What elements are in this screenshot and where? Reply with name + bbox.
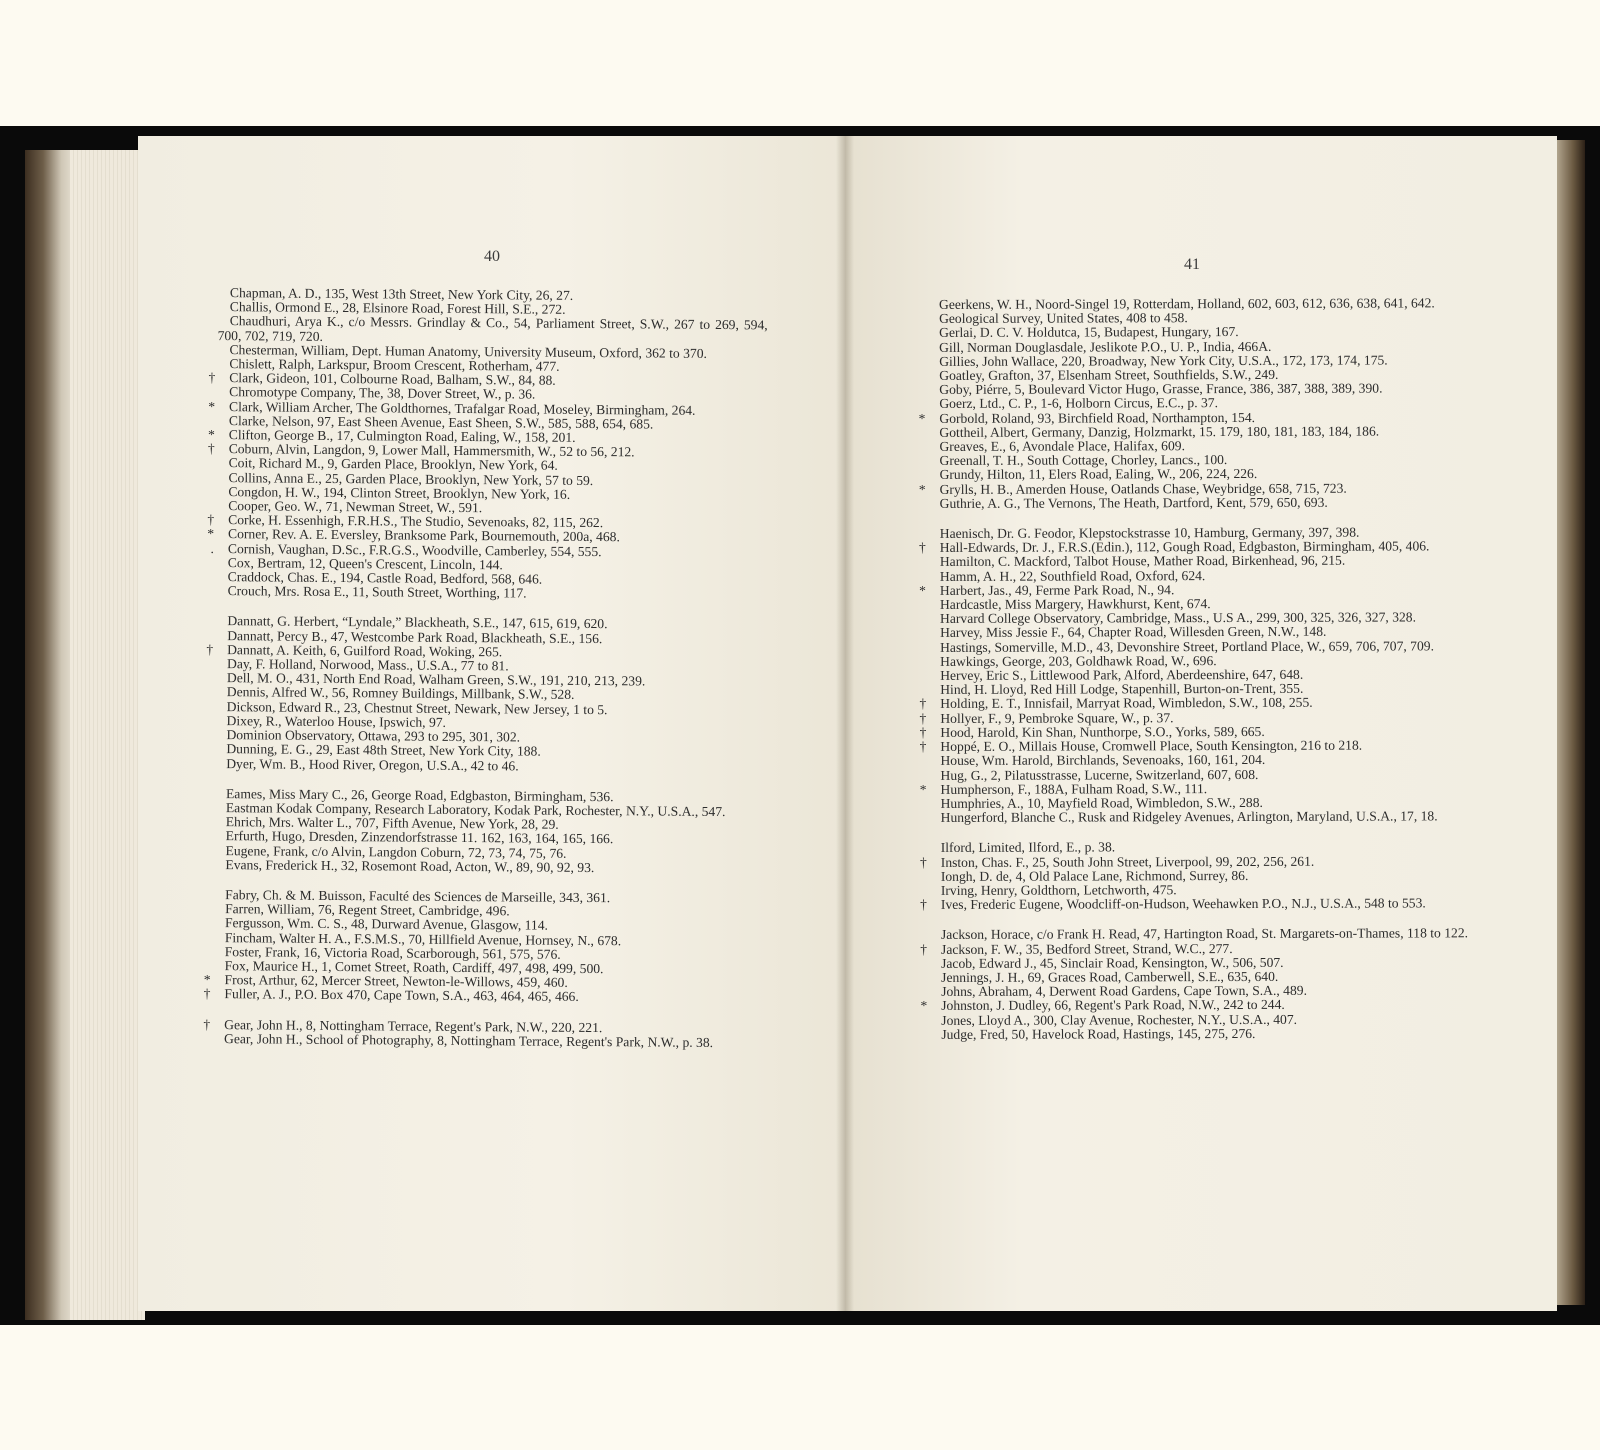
page-number-left: 40 (484, 248, 500, 265)
entry-mark: † (203, 986, 211, 1002)
index-entry (918, 495, 1473, 511)
entry-text: Cornish, Vaughan, D.Sc., F.R.G.S., Woodville, Camberley, 554, 555. (227, 540, 602, 559)
entry-text: Collins, Anna E., 25, Garden Place, Brooklyn, New York, 57 to 59. (228, 469, 594, 488)
entry-text: Crouch, Mrs. Rosa E., 11, South Street, Worthing, 117. (227, 583, 527, 601)
entry-text: Goby, Piérre, 5, Boulevard Victor Hugo, Grasse, France, 386, 387, 388, 389, 390. (939, 380, 1383, 398)
entry-text: Goatley, Grafton, 37, Elsenham Street, Southfields, S.W., 249. (939, 366, 1279, 383)
entry-text: Harvey, Miss Jessie F., 64, Chapter Road, Willesden Green, N.W., 148. (940, 624, 1327, 641)
entry-text: Day, F. Holland, Norwood, Mass., U.S.A., 77 to 81. (226, 656, 509, 674)
entry-text: Fincham, Walter H. A., F.S.M.S., 70, Hillfield Avenue, Hornsey, N., 678. (224, 929, 622, 948)
entry-text: Corke, H. Essenhigh, F.R.H.S., The Studio, Sevenoaks, 82, 115, 262. (228, 512, 604, 531)
entry-text: Greenall, T. H., South Cottage, Chorley, Lancs., 100. (939, 452, 1228, 469)
entry-mark: † (919, 724, 927, 740)
entry-text: Hollyer, F., 9, Pembroke Square, W., p. 37. (940, 709, 1174, 726)
entry-text: Grundy, Hilton, 11, Elers Road, Ealing, W., 206, 224, 226. (939, 466, 1258, 483)
entry-text: Dunning, E. G., 29, East 48th Street, New York City, 188. (226, 741, 541, 759)
entry-text: Harvard College Observatory, Cambridge, Mass., U.S A., 299, 300, 325, 326, 327, 328. (939, 609, 1417, 627)
entry-text: Evans, Frederick H., 32, Rosemont Road, Acton, W., 89, 90, 92, 93. (225, 856, 595, 875)
entry-text: Coit, Richard M., 9, Garden Place, Brooklyn, New York, 64. (228, 455, 558, 474)
entry-text: Gear, John H., 8, Nottingham Terrace, Regent's Park, N.W., 220, 221. (224, 1016, 603, 1035)
entry-text: Dickson, Edward R., 23, Chestnut Street, Newark, New Jersey, 1 to 5. (226, 698, 608, 717)
entry-mark: * (207, 526, 215, 542)
entry-text: Hungerford, Blanche C., Rusk and Ridgeley Avenues, Arlington, Maryland, U.S.A., 17, 18. (940, 808, 1438, 826)
entry-mark: * (208, 398, 216, 414)
entry-text: Dominion Observatory, Ottawa, 293 to 295, 301, 302. (226, 727, 521, 745)
entry-mark: † (203, 1016, 211, 1032)
entry-mark: † (207, 512, 215, 528)
entry-text: Jennings, J. H., 69, Graces Road, Camberwell, S.E., 635, 640. (941, 968, 1279, 985)
entry-text: Harbert, Jas., 49, Ferme Park Road, N., 94. (939, 582, 1175, 598)
entry-text: Chislett, Ralph, Larkspur, Broom Crescent, Rotherham, 477. (229, 356, 560, 374)
entry-text: Humpherson, F., 188A, Fulham Road, S.W., 111. (940, 780, 1208, 797)
entry-text: Eugene, Frank, c/o Alvin, Langdon Coburn, 72, 73, 74, 75, 76. (225, 842, 567, 861)
entry-mark: † (919, 696, 927, 712)
index-list-left (202, 286, 768, 1050)
index-entry (919, 809, 1474, 825)
entry-text: Hall-Edwards, Dr. J., F.R.S.(Edin.), 112, Gough Road, Edgbaston, Birmingham, 405, 406. (939, 538, 1430, 556)
page-number-right: 41 (1184, 256, 1200, 273)
entry-mark: † (206, 641, 214, 657)
right-page (845, 136, 1557, 1311)
entry-text: Hind, H. Lloyd, Red Hill Lodge, Stapenhill, Burton-on-Trent, 355. (940, 681, 1304, 698)
entry-mark: † (920, 941, 928, 957)
left-page (138, 136, 845, 1311)
entry-text: Irving, Henry, Goldthorn, Letchworth, 475. (940, 882, 1177, 898)
entry-text: Inston, Chas. F., 25, South John Street, Liverpool, 99, 202, 256, 261. (940, 853, 1315, 870)
entry-text: Goerz, Ltd., C. P., 1-6, Holborn Circus, E.C., p. 37. (939, 395, 1219, 412)
entry-text: Dannatt, A. Keith, 6, Guilford Road, Woking, 265. (227, 642, 503, 660)
entry-text: Erfurth, Hugo, Dresden, Zinzendorfstrasse 11. 162, 163, 164, 165, 166. (225, 828, 614, 847)
entry-text: Jackson, F. W., 35, Bedford Street, Strand, W.C., 277. (941, 940, 1233, 957)
entry-text: Hardcastle, Miss Margery, Hawkhurst, Kent, 674. (939, 596, 1211, 612)
entry-text: Gillies, John Wallace, 220, Broadway, New York City, U.S.A., 172, 173, 174, 175. (939, 352, 1388, 369)
entry-text: Haenisch, Dr. G. Feodor, Klepstockstrasse 10, Hamburg, Germany, 397, 398. (939, 524, 1360, 541)
entry-text: Dyer, Wm. B., Hood River, Oregon, U.S.A., 42 to 46. (226, 755, 519, 773)
entry-text: Judge, Fred, 50, Havelock Road, Hastings, 145, 275, 276. (941, 1025, 1256, 1042)
entry-text: House, Wm. Harold, Birchlands, Sevenoaks, 160, 161, 204. (940, 752, 1266, 769)
entry-text: Craddock, Chas. E., 194, Castle Road, Bedford, 568, 646. (227, 569, 543, 587)
index-entry (919, 896, 1474, 912)
entry-text: Geological Survey, United States, 408 to 458. (939, 310, 1188, 327)
entry-text: Chromotype Company, The, 38, Dover Street, W., p. 36. (229, 384, 536, 402)
entry-mark: † (208, 370, 216, 386)
entry-text: Gear, John H., School of Photography, 8, Nottingham Terrace, Regent's Park, N.W., p. 38. (224, 1030, 714, 1050)
entry-mark: * (207, 427, 215, 443)
entry-mark: * (919, 582, 926, 598)
entry-text: Hervey, Eric S., Littlewood Park, Alford, Aberdeenshire, 647, 648. (940, 666, 1304, 684)
entry-text: Fergusson, Wm. C. S., 48, Durward Avenue, Glasgow, 114. (224, 915, 549, 934)
entry-text: Fox, Maurice H., 1, Comet Street, Roath, Cardiff, 497, 498, 499, 500. (224, 958, 604, 977)
entry-text: Guthrie, A. G., The Vernons, The Heath, Dartford, Kent, 579, 650, 693. (939, 494, 1328, 511)
entry-text: Hoppé, E. O., Millais House, Cromwell Place, South Kensington, 216 to 218. (940, 737, 1363, 755)
entry-mark: * (918, 410, 926, 426)
entry-text: Hawkings, George, 203, Goldhawk Road, W., 696. (940, 652, 1217, 669)
entry-text: Congdon, H. W., 194, Clinton Street, Brooklyn, New York, 16. (228, 484, 571, 502)
entry-text: Dixey, R., Waterloo House, Ipswich, 97. (226, 713, 447, 730)
entry-text: Clark, Gideon, 101, Colbourne Road, Balham, S.W., 84, 88. (229, 370, 556, 388)
entry-text: Clark, William Archer, The Goldthornes, Trafalgar Road, Moseley, Birmingham, 264. (228, 398, 696, 418)
entry-text: Challis, Ormond E., 28, Elsinore Road, Forest Hill, S.E., 272. (229, 299, 566, 318)
entry-text: Gill, Norman Douglasdale, Jeslikote P.O., U. P., India, 466A. (939, 338, 1272, 355)
entry-text: Dennis, Alfred W., 56, Romney Buildings, Millbank, S.W., 528. (226, 684, 575, 703)
page-stack-edge (70, 150, 145, 1320)
entry-text: Johnston, J. Dudley, 66, Regent's Park Road, N.W., 242 to 244. (941, 997, 1285, 1014)
entry-text: Farren, William, 76, Regent Street, Cambridge, 496. (225, 901, 510, 919)
entry-text: Fuller, A. J., P.O. Box 470, Cape Town, S.A., 463, 464, 465, 466. (224, 986, 579, 1005)
entry-text: Chesterman, William, Dept. Human Anatomy, University Museum, Oxford, 362 to 370. (229, 341, 707, 361)
entry-text: Hastings, Somerville, M.D., 43, Devonshire Street, Portland Place, W., 659, 706, 707, 709. (940, 638, 1434, 655)
entry-text: Chapman, A. D., 135, West 13th Street, New York City, 26, 27. (229, 285, 574, 303)
book-cover-edge-right (1555, 140, 1585, 1305)
entry-text: Chaudhuri, Arya K., c/o Messrs. Grindlay & Co., 54, Parliament Street, S.W., 267 to 269, 594, 700, 702, 719, 720. (217, 313, 768, 344)
entry-text: Cox, Bertram, 12, Queen's Crescent, Lincoln, 144. (227, 555, 503, 573)
entry-text: Clarke, Nelson, 97, East Sheen Avenue, East Sheen, S.W., 585, 588, 654, 685. (228, 412, 654, 432)
entry-mark: * (920, 998, 928, 1014)
index-entry (919, 1026, 1474, 1042)
entry-text: Clifton, George B., 17, Culmington Road, Ealing, W., 158, 201. (228, 427, 576, 445)
entry-mark: † (919, 739, 927, 755)
entry-mark: * (919, 781, 927, 797)
entry-text: Greaves, E., 6, Avondale Place, Halifax, 609. (939, 438, 1185, 454)
entry-text: Ehrich, Mrs. Walter L., 707, Fifth Avenue, New York, 28, 29. (225, 814, 559, 832)
index-list-right (917, 296, 1474, 1042)
entry-text: Hamm, A. H., 22, Southfield Road, Oxford, 624. (939, 567, 1206, 584)
entry-text: Holding, E. T., Innisfail, Marryat Road, Wimbledon, S.W., 108, 255. (940, 695, 1313, 712)
entry-text: Dannatt, G. Herbert, “Lyndale,” Blackheath, S.E., 147, 615, 619, 620. (227, 613, 608, 632)
entry-mark: . (210, 540, 214, 556)
entry-text: Jones, Lloyd A., 300, Clay Avenue, Rochester, N.Y., U.S.A., 407. (941, 1011, 1298, 1028)
entry-text: Cooper, Geo. W., 71, Newman Street, W., 591. (228, 498, 483, 516)
entry-text: Fabry, Ch. & M. Buisson, Faculté des Sciences de Marseille, 343, 361. (225, 887, 611, 906)
entry-mark: † (918, 540, 926, 556)
entry-text: Coburn, Alvin, Langdon, 9, Lower Mall, Hammersmith, W., 52 to 56, 212. (228, 441, 635, 460)
index-entry (202, 1032, 762, 1051)
entry-mark: † (919, 710, 927, 726)
entry-text: Ilford, Limited, Ilford, E., p. 38. (940, 839, 1116, 856)
entry-text: Dell, M. O., 431, North End Road, Walham Green, S.W., 191, 210, 213, 239. (226, 670, 646, 689)
entry-mark: * (203, 972, 211, 988)
entry-text: Hamilton, C. Mackford, Talbot House, Mather Road, Birkenhead, 96, 215. (939, 553, 1346, 570)
entry-text: Hug, G., 2, Pilatusstrasse, Lucerne, Switzerland, 607, 608. (940, 766, 1259, 783)
entry-text: Jacob, Edward J., 45, Sinclair Road, Kensington, W., 506, 507. (941, 954, 1284, 971)
entry-text: Gerlai, D. C. V. Holdutca, 15, Budapest, Hungary, 167. (939, 324, 1239, 341)
entry-text: Foster, Frank, 16, Victoria Road, Scarborough, 561, 575, 576. (224, 943, 561, 962)
entry-mark: † (207, 441, 215, 457)
entry-text: Frost, Arthur, 62, Mercer Street, Newton-le-Willows, 459, 460. (224, 972, 568, 990)
entry-text: Eastman Kodak Company, Research Laboratory, Kodak Park, Rochester, N.Y., U.S.A., 547. (225, 800, 726, 819)
entry-mark: * (918, 481, 926, 497)
entry-text: Hood, Harold, Kin Shan, Nunthorpe, S.O., Yorks, 589, 665. (940, 723, 1265, 740)
entry-text: Gottheil, Albert, Germany, Danzig, Holzmarkt, 15. 179, 180, 181, 183, 184, 186. (939, 423, 1380, 440)
entry-text: Gorbold, Roland, 93, Birchfield Road, Northampton, 154. (939, 409, 1256, 426)
section-gap (919, 824, 1474, 842)
entry-text: Eames, Miss Mary C., 26, George Road, Edgbaston, Birmingham, 536. (225, 785, 614, 804)
entry-mark: † (919, 854, 927, 870)
entry-text: Grylls, H. B., Amerden House, Oatlands Chase, Weybridge, 658, 715, 723. (939, 480, 1347, 497)
entry-text: Johns, Abraham, 4, Derwent Road Gardens, Cape Town, S.A., 489. (941, 982, 1307, 1000)
entry-text: Ives, Frederic Eugene, Woodcliff-on-Hudson, Weehawken P.O., N.J., U.S.A., 548 to 553. (940, 895, 1426, 913)
entry-text: Geerkens, W. H., Noord-Singel 19, Rotterdam, Holland, 602, 603, 612, 636, 638, 641, 642. (938, 295, 1435, 312)
entry-text: Corner, Rev. A. E. Eversley, Branksome Park, Bournemouth, 200a, 468. (227, 526, 620, 545)
book-gutter (836, 136, 854, 1311)
entry-text: Humphries, A., 10, Mayfield Road, Wimbledon, S.W., 288. (940, 794, 1263, 811)
entry-text: Iongh, D. de, 4, Old Palace Lane, Richmond, Surrey, 86. (940, 867, 1249, 884)
entry-text: Dannatt, Percy B., 47, Westcombe Park Road, Blackheath, S.E., 156. (227, 627, 603, 646)
entry-text: Jackson, Horace, c/o Frank H. Read, 47, Hartington Road, St. Margarets-on-Thames, 118 to 122. (940, 925, 1469, 943)
entry-mark: † (920, 897, 927, 913)
